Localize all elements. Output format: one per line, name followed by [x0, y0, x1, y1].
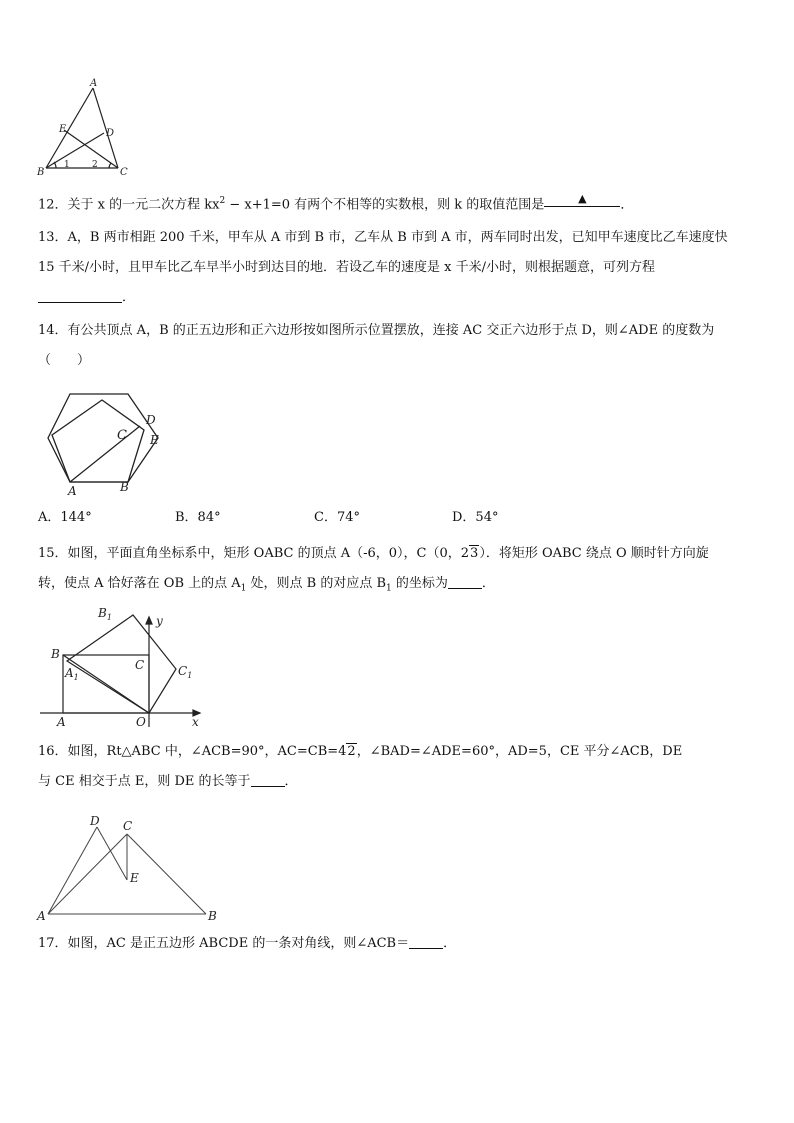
sqrt-3: 3	[470, 546, 479, 561]
angle-2-label: 2	[92, 160, 98, 170]
label-a: A	[68, 484, 77, 498]
option-d[interactable]: D．54°	[452, 510, 499, 525]
label-a: A	[37, 909, 46, 923]
question-14	[38, 316, 763, 376]
label-c: C	[123, 819, 133, 833]
q14-line2: （ ）	[38, 353, 91, 368]
label-b: B	[208, 909, 217, 923]
q16-text: 16．如图，Rt△ABC 中，∠ACB=90°，AC=CB=4	[38, 744, 347, 759]
q17-period: ．	[443, 936, 457, 951]
label-b1: $B_1$	[98, 606, 112, 622]
triangle-figure	[34, 78, 134, 178]
label-d: D	[146, 413, 156, 427]
label-a: A	[57, 715, 66, 729]
answer-blank[interactable]	[409, 934, 443, 949]
triangle-mark: ▲	[578, 192, 587, 206]
q14-options	[38, 505, 738, 531]
label-d: D	[106, 128, 115, 139]
answer-blank[interactable]	[38, 288, 122, 303]
q13-blank-line	[38, 283, 763, 313]
q16-text-b: ，∠BAD=∠ADE=60°，AD=5，CE 平分∠ACB，DE	[356, 744, 683, 759]
question-17	[38, 929, 763, 959]
angle-1-label: 1	[64, 160, 70, 170]
question-16	[38, 737, 763, 797]
option-b[interactable]: B．84°	[175, 510, 221, 525]
question-15	[38, 539, 763, 604]
q12-period: ．	[620, 197, 634, 213]
label-c: C	[135, 658, 145, 672]
label-b: B	[37, 167, 45, 178]
q16-line1	[38, 737, 763, 767]
q16-line2	[38, 767, 763, 797]
q15-text-b: ）．将矩形 OABC 绕点 O 顺时针方向旋	[479, 546, 709, 561]
q15-text: 15．如图，平面直角坐标系中，矩形 OABC 的顶点 A（-6，0），C（0，2	[38, 546, 470, 561]
right-triangle-figure	[34, 810, 224, 926]
answer-blank[interactable]	[544, 192, 620, 207]
label-b: B	[51, 647, 60, 661]
subscript: 1	[240, 583, 247, 594]
label-a1: $A_1$	[65, 666, 79, 682]
option-a[interactable]: A．144°	[38, 510, 92, 525]
label-x: x	[192, 715, 199, 729]
q12-exponent: 2	[219, 196, 226, 206]
q15-text-d: 处，则点 B 的对应点 B	[246, 576, 387, 591]
subscript: 1	[386, 583, 392, 594]
q15-period: ．	[481, 576, 495, 591]
q13-line2: 15 千米/小时，且甲车比乙车早半小时到达目的地．若设乙车的速度是 x 千米/小时，则根据题意，可列方程	[38, 260, 656, 275]
label-b: B	[120, 480, 129, 494]
q17-text: 17．如图，AC 是正五边形 ABCDE 的一条对角线，则∠ACB＝	[38, 936, 410, 951]
label-y: y	[156, 614, 163, 628]
label-e: E	[130, 871, 139, 885]
option-c[interactable]: C．74°	[314, 510, 360, 525]
label-e: E	[150, 433, 159, 447]
question-12	[38, 186, 763, 220]
label-o: O	[136, 715, 146, 729]
q16-period: ．	[284, 774, 298, 789]
q16-text-c: 与 CE 相交于点 E，则 DE 的长等于	[38, 774, 251, 789]
answer-blank[interactable]	[251, 772, 285, 787]
q13-period: ．	[122, 290, 136, 305]
pentagon-hexagon-figure	[40, 390, 170, 498]
label-a: A	[90, 78, 98, 89]
q13-line1: 13．A，B 两市相距 200 千米，甲车从 A 市到 B 市，乙车从 B 市到 A 市，两车同时出发，已知甲车速度比乙车速度快	[38, 230, 728, 245]
q12-text-middle: − x+1=0 有两个不相等的实数根，则 k 的取值范围是	[225, 197, 545, 213]
q15-line1	[38, 539, 763, 569]
q15-text-e: 的坐标为	[391, 576, 448, 591]
label-e: E	[59, 124, 67, 135]
q12-text: 12．关于 x 的一元二次方程 kx	[38, 197, 220, 213]
question-13	[38, 223, 763, 313]
answer-blank[interactable]	[448, 574, 482, 589]
label-c: C	[117, 428, 127, 443]
q15-text-c: 转，使点 A 恰好落在 OB 上的点 A	[38, 576, 241, 591]
q14-line1: 14．有公共顶点 A，B 的正五边形和正六边形按如图所示位置摆放，连接 AC 交正六边形于点 D，则∠ADE 的度数为	[38, 323, 715, 338]
q15-line2	[38, 569, 763, 604]
sqrt-2: 2	[347, 744, 356, 759]
label-d: D	[90, 814, 100, 828]
label-c: C	[120, 167, 128, 178]
coordinate-rectangle-figure	[36, 605, 206, 729]
label-c1: $C_1$	[178, 664, 193, 680]
